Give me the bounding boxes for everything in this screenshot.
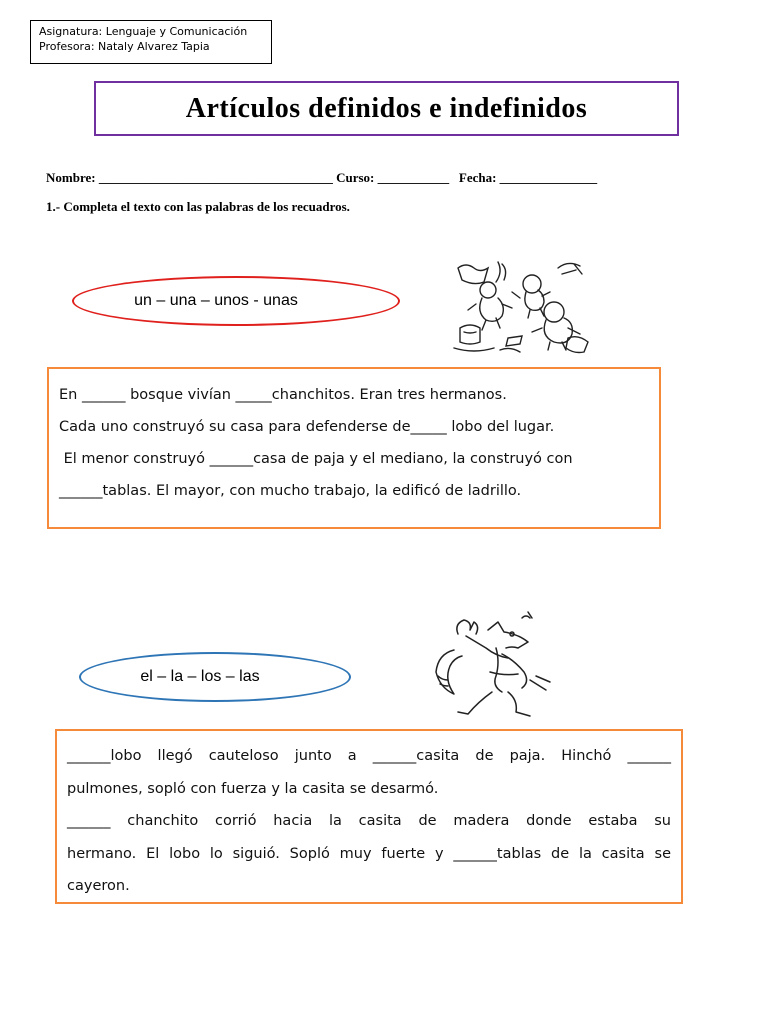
exercise2-line-3: ______ chanchito corrió hacia la casita de madera donde estaba su (67, 813, 671, 829)
word-bank-indefinite-text: un – una – unos - unas (134, 292, 298, 309)
name-label: Nombre: (46, 170, 96, 185)
page-title: Artículos definidos e indefinidos (185, 92, 588, 124)
student-form-line (46, 170, 726, 186)
three-pigs-illustration (450, 258, 592, 358)
exercise2-line-5: cayeron. (67, 878, 130, 894)
exercise1-line-2: Cada uno construyó su casa para defenderse de_____ lobo del lugar. (59, 419, 555, 435)
course-label: Curso: (336, 170, 375, 185)
word-bank-definite-text: el – la – los – las (140, 668, 260, 685)
exercise-text-box-1 (47, 367, 661, 529)
exercise1-line-4: ______tablas. El mayor, con mucho trabajo, la edificó de ladrillo. (59, 483, 522, 499)
word-bank-definite (79, 652, 351, 702)
subject-label: Asignatura: Lenguaje y Comunicación (39, 25, 248, 38)
date-blank: _______________ (499, 170, 598, 185)
date-label: Fecha: (458, 170, 497, 185)
page-title-box (94, 81, 679, 136)
exercise2-line-4: hermano. El lobo lo siguió. Sopló muy fuerte y ______tablas de la casita se (67, 845, 671, 862)
exercise-text-box-2 (55, 729, 683, 904)
name-blank: ____________________________________ (98, 170, 333, 185)
wolf-illustration (432, 610, 557, 724)
instruction-text: 1.- Completa el texto con las palabras de los recuadros. (46, 199, 350, 214)
word-bank-indefinite (72, 276, 400, 326)
course-blank: ___________ (377, 170, 450, 185)
exercise2-line-1: ______lobo llegó cauteloso junto a ______casita de paja. Hinchó ______ (67, 748, 671, 764)
exercise2-line-2: pulmones, sopló con fuerza y la casita se desarmó. (67, 780, 439, 797)
exercise1-line-3: El menor construyó ______casa de paja y el mediano, la construyó con (59, 451, 573, 467)
teacher-label: Profesora: Nataly Alvarez Tapia (39, 40, 210, 53)
header-info-box (30, 20, 272, 64)
exercise1-line-1: En ______ bosque vivían _____chanchitos. Eran tres hermanos. (59, 387, 507, 403)
